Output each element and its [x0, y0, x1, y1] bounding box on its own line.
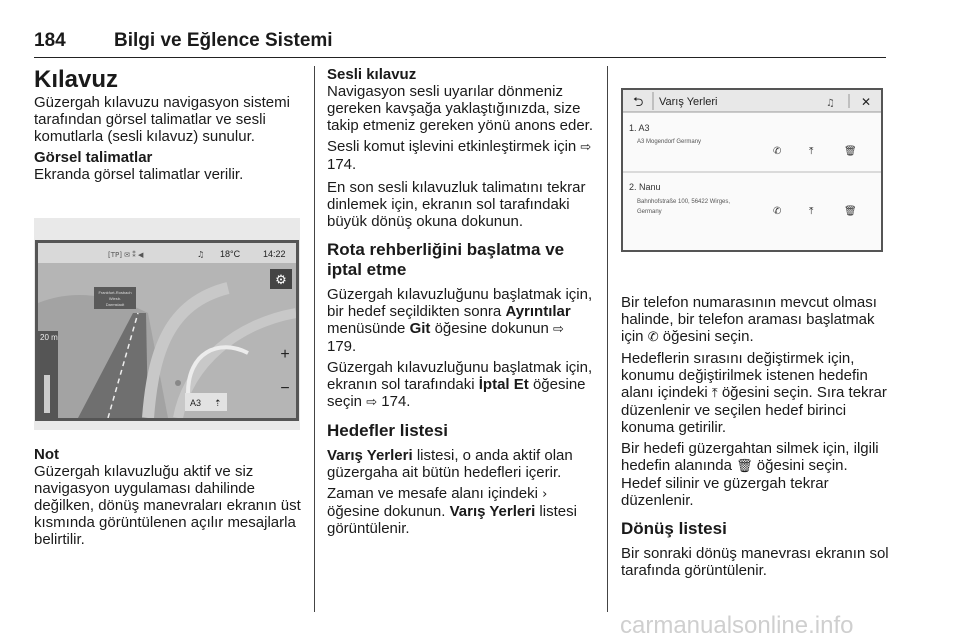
page-title: Bilgi ve Eğlence Sistemi: [114, 30, 333, 51]
page-reference: 174.: [381, 393, 411, 410]
time-distance-post: öğesine dokunun.: [327, 503, 446, 520]
start-guidance-text: [327, 286, 597, 355]
column-3: [621, 294, 889, 579]
section-heading-guidance: Kılavuz: [34, 66, 119, 93]
cancel-button-label: İptal Et: [478, 376, 529, 393]
column-2: [327, 66, 597, 537]
close-icon[interactable]: ✕: [860, 95, 872, 109]
move-to-top-icon[interactable]: ⤒: [809, 146, 814, 157]
sign-text: Wiesb.: [108, 296, 122, 301]
screen-title: Varış Yerleri: [659, 96, 718, 108]
destinations-label: Varış Yerleri: [327, 447, 413, 464]
visual-instructions-text: Ekranda görsel talimatlar verilir.: [34, 166, 244, 183]
distance-label: 20 m: [40, 333, 58, 342]
road-name: A3: [190, 398, 202, 408]
phone-icon: ✆: [647, 330, 659, 345]
page-reference-icon: ⇨: [553, 322, 564, 337]
phone-pre: Bir telefon numarasının mevcut olması halinde, bir telefon araması başlatmak için: [621, 294, 877, 345]
clock-label: 14:22: [263, 249, 286, 259]
page-reference: 174.: [327, 156, 357, 173]
position-marker: [175, 380, 181, 386]
voice-enable-text: [327, 138, 597, 173]
note-block: [34, 446, 302, 548]
destination-2-address: Bahnhofstraße 100, 56422 Wirges,: [637, 199, 731, 205]
go-button-label: Git: [409, 320, 431, 337]
move-to-top-icon: ⤒: [711, 386, 718, 401]
column-divider: [607, 66, 608, 612]
delete-text: [621, 440, 889, 509]
start-guidance-post: öğesine dokunun: [434, 320, 549, 337]
note-heading: Not: [34, 446, 59, 463]
destination-list-heading: Hedefler listesi: [327, 421, 448, 440]
gear-icon[interactable]: ⚙: [275, 273, 287, 288]
phone-post: öğesini seçin.: [662, 328, 754, 345]
intro-paragraph: Güzergah kılavuzu navigasyon sistemi tarafından görsel talimatlar ve sesli komutlarla (sesli kılavuz) sunulur.: [34, 94, 290, 145]
navigation-map-screen: [35, 240, 299, 421]
cancel-guidance-post: öğesine seçin: [327, 376, 586, 410]
delete-pre: Bir hedefi güzergahtan silmek için, ilgili hedefin alanında: [621, 440, 879, 474]
destination-2-country: Germany: [637, 209, 662, 215]
page-reference-icon: ⇨: [366, 395, 378, 410]
phone-icon[interactable]: ✆: [773, 206, 782, 217]
voice-guidance-text: Navigasyon sesli uyarılar dönmeniz gereken kavşağa yaklaştığınızda, size takip etmeniz gereken yönü anons eder.: [327, 83, 594, 134]
page-header: [34, 30, 886, 58]
status-icons: [TP] ✉ ⁑ ◀: [108, 251, 144, 259]
temperature-label: 18°C: [220, 249, 241, 259]
sign-text: Darmstadt: [105, 302, 125, 307]
details-menu-label: Ayrıntılar: [505, 303, 571, 320]
column-1: [34, 66, 302, 183]
column-divider: [314, 66, 315, 612]
destinations-label: Varış Yerleri: [449, 503, 536, 520]
destinations-screen: [623, 90, 881, 250]
destination-1-title[interactable]: 1. A3: [629, 123, 650, 133]
cancel-guidance-pre: Güzergah kılavuzluğunu başlatmak için, ekranın sol tarafındaki: [327, 359, 593, 393]
music-icon[interactable]: ♫: [197, 250, 205, 259]
time-distance-pre: Zaman ve mesafe alanı içindeki: [327, 485, 538, 502]
phone-text: [621, 294, 889, 346]
sign-text: Frankfurt-Rosbach: [98, 290, 132, 295]
chevron-right-icon: ›: [542, 487, 548, 502]
destination-list-desc: listesi, o anda aktif olan güzergaha ait bütün hedefleri içerir.: [327, 447, 573, 481]
move-to-top-icon[interactable]: ⤒: [809, 206, 814, 217]
delete-post: öğesini seçin. Hedef silinir ve güzergah tekrar düzenlenir.: [621, 457, 848, 509]
time-distance-text: [327, 485, 597, 537]
delete-icon[interactable]: 🗑: [844, 146, 857, 157]
lane-icon: ⇡: [214, 399, 222, 409]
zoom-out-button[interactable]: −: [280, 380, 290, 397]
music-icon[interactable]: ♫: [826, 98, 835, 109]
route-guidance-heading: Rota rehberliğini başlatma ve iptal etme: [327, 240, 565, 279]
visual-instructions-heading: Görsel talimatlar: [34, 149, 153, 166]
watermark: carmanualsonline.info: [620, 612, 854, 639]
delete-icon: 🗑: [736, 459, 753, 474]
back-icon[interactable]: ⮌: [633, 95, 644, 110]
turn-list-text: Bir sonraki dönüş manevrası ekranın sol tarafında görüntülenir.: [621, 545, 889, 579]
zoom-in-button[interactable]: +: [280, 346, 290, 363]
start-guidance-pre: Güzergah kılavuzluğunu başlatmak için, bir hedef seçildikten sonra: [327, 286, 593, 320]
page-reference: 179.: [327, 338, 357, 355]
turn-list-heading: Dönüş listesi: [621, 519, 727, 538]
delete-icon[interactable]: 🗑: [844, 206, 857, 217]
destinations-screenshot: [621, 88, 883, 252]
start-guidance-mid: menüsünde: [327, 320, 406, 337]
navigation-map-illustration: [38, 243, 296, 418]
reorder-text: [621, 350, 889, 436]
navigation-screenshot: [34, 218, 300, 430]
destination-2-title[interactable]: 2. Nanu: [629, 182, 661, 192]
voice-enable-label: Sesli komut işlevini etkinleştirmek için: [327, 138, 577, 155]
page-reference-icon: ⇨: [580, 140, 592, 155]
time-distance-end: listesi görüntülenir.: [327, 503, 577, 537]
reorder-post: öğesini seçin. Sıra tekrar düzenlenir ve seçilen hedef birinci konuma getirilir.: [621, 384, 887, 436]
voice-guidance-heading: Sesli kılavuz: [327, 66, 417, 83]
phone-icon[interactable]: ✆: [773, 146, 782, 157]
cancel-guidance-text: [327, 359, 597, 411]
page-number: 184: [34, 30, 66, 51]
voice-repeat-text: En son sesli kılavuzluk talimatını tekrar dinlemek için, ekranın sol tarafındaki büyük dönüş okuna dokunun.: [327, 179, 586, 230]
destination-list-text: [327, 447, 597, 481]
destination-1-address: A3 Mogendorf Germany: [637, 139, 702, 145]
status-bar: [38, 243, 296, 263]
distance-bar-fill: [44, 375, 50, 413]
note-text: Güzergah kılavuzluğu aktif ve siz navigasyon uygulaması dahilinde değilken, dönüş manevraları ekranın üst kısmında görüntülenen açılır mesajlarla belirtilir.: [34, 463, 301, 548]
reorder-pre: Hedeflerin sırasını değiştirmek için, konumu değiştirilmek istenen hedefin alanı içindeki: [621, 350, 868, 401]
